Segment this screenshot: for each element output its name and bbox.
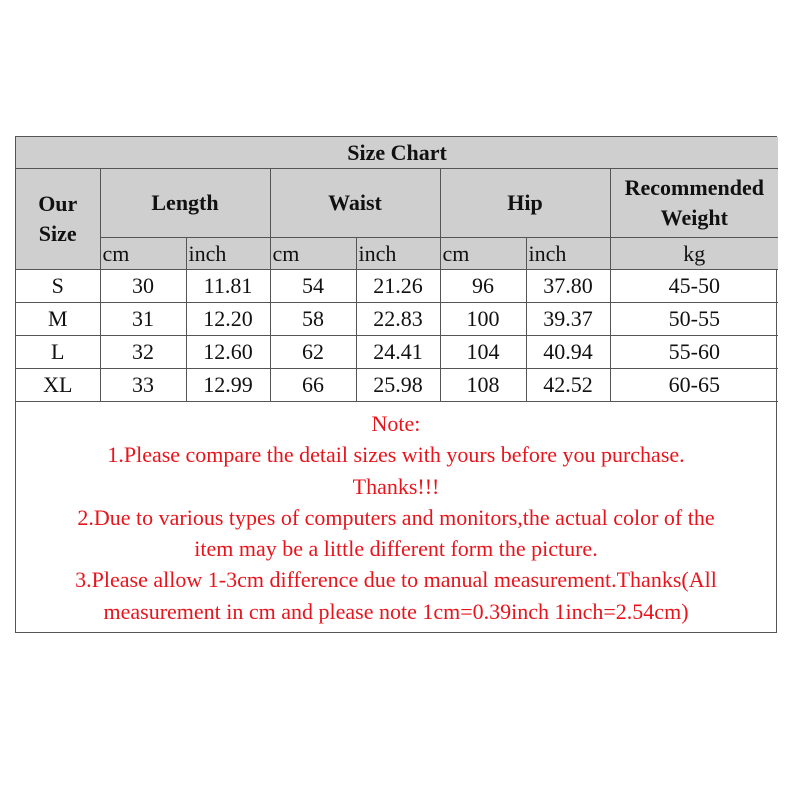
hip-inch-cell: 39.37	[526, 303, 610, 336]
table-row	[16, 270, 778, 303]
hip-inch-unit: inch	[526, 238, 610, 270]
weight-cell: 55-60	[610, 336, 778, 369]
waist-cm-cell: 54	[270, 270, 356, 303]
waist-inch-cell: 24.41	[356, 336, 440, 369]
waist-cm-cell: 62	[270, 336, 356, 369]
recommended-weight-header-line2: Weight	[660, 205, 728, 230]
weight-cell: 45-50	[610, 270, 778, 303]
our-size-header	[16, 169, 100, 270]
note-line: 2.Due to various types of computers and monitors,the actual color of the	[77, 504, 715, 530]
length-inch-cell: 12.20	[186, 303, 270, 336]
waist-inch-cell: 21.26	[356, 270, 440, 303]
length-cm-cell: 30	[100, 270, 186, 303]
length-cm-cell: 33	[100, 369, 186, 402]
hip-cm-cell: 104	[440, 336, 526, 369]
note-line: 1.Please compare the detail sizes with yours before you purchase.	[107, 442, 685, 468]
note-line: measurement in cm and please note 1cm=0.39inch 1inch=2.54cm)	[103, 598, 689, 624]
note-line: Thanks!!!	[352, 473, 440, 499]
weight-cell: 60-65	[610, 369, 778, 402]
length-header: Length	[100, 169, 270, 238]
size-cell: S	[16, 270, 100, 303]
hip-inch-cell: 37.80	[526, 270, 610, 303]
hip-inch-cell: 42.52	[526, 369, 610, 402]
hip-cm-cell: 100	[440, 303, 526, 336]
note-line: 3.Please allow 1-3cm difference due to manual measurement.Thanks(All	[75, 567, 717, 593]
hip-cm-cell: 108	[440, 369, 526, 402]
hip-cm-unit: cm	[440, 238, 526, 270]
hip-cm-cell: 96	[440, 270, 526, 303]
weight-cell: 50-55	[610, 303, 778, 336]
note-heading: Note:	[371, 411, 421, 436]
length-inch-cell: 12.99	[186, 369, 270, 402]
waist-inch-cell: 25.98	[356, 369, 440, 402]
length-inch-cell: 12.60	[186, 336, 270, 369]
size-table	[16, 137, 778, 402]
size-chart-notes	[16, 402, 776, 632]
our-size-header-line2: Size	[38, 221, 77, 246]
length-cm-unit: cm	[100, 238, 186, 270]
waist-inch-cell: 22.83	[356, 303, 440, 336]
waist-header: Waist	[270, 169, 440, 238]
recommended-weight-header	[610, 169, 778, 238]
hip-inch-cell: 40.94	[526, 336, 610, 369]
note-line: item may be a little different form the picture.	[194, 536, 598, 562]
recommended-weight-header-line1: Recommended	[624, 174, 764, 200]
table-row	[16, 303, 778, 336]
length-inch-unit: inch	[186, 238, 270, 270]
hip-header: Hip	[440, 169, 610, 238]
size-chart	[15, 136, 777, 633]
waist-cm-cell: 58	[270, 303, 356, 336]
length-cm-cell: 31	[100, 303, 186, 336]
table-row	[16, 336, 778, 369]
size-cell: L	[16, 336, 100, 369]
length-inch-cell: 11.81	[186, 270, 270, 303]
size-chart-title: Size Chart	[16, 137, 778, 169]
waist-cm-unit: cm	[270, 238, 356, 270]
our-size-header-line1: Our	[38, 190, 78, 216]
size-cell: XL	[16, 369, 100, 402]
size-cell: M	[16, 303, 100, 336]
waist-cm-cell: 66	[270, 369, 356, 402]
length-cm-cell: 32	[100, 336, 186, 369]
table-row	[16, 369, 778, 402]
weight-kg-unit: kg	[610, 238, 778, 270]
waist-inch-unit: inch	[356, 238, 440, 270]
